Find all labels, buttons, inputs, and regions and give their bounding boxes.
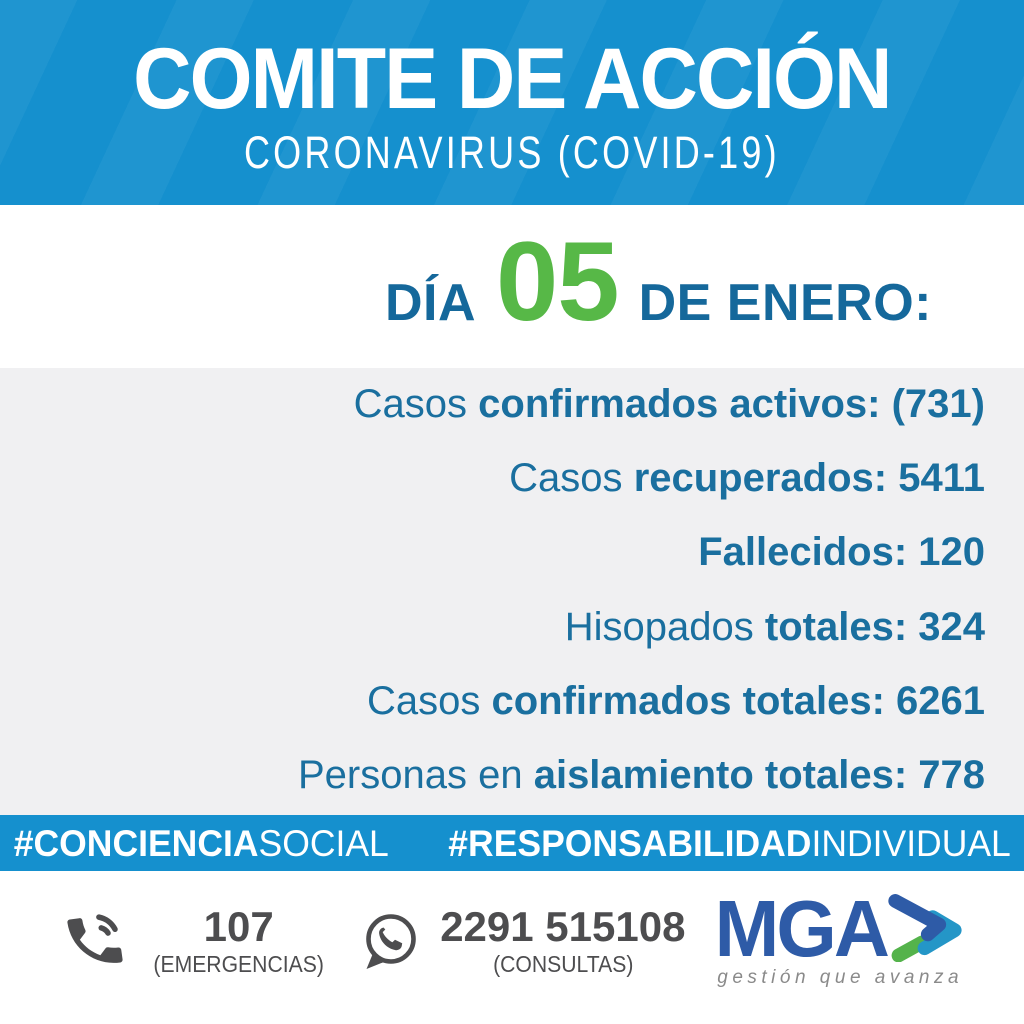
whatsapp-icon bbox=[358, 909, 422, 973]
whatsapp-contact-text bbox=[440, 902, 686, 977]
mga-logo-row bbox=[712, 883, 968, 973]
hashtag-bold: #RESPONSABILIDAD bbox=[448, 822, 812, 864]
page-subtitle: CORONAVIRUS (COVID-19) bbox=[244, 127, 780, 178]
mga-logo bbox=[712, 883, 968, 989]
stat-value: Fallecidos: 120 bbox=[698, 530, 985, 575]
mga-tagline: gestión que avanza bbox=[717, 966, 964, 988]
stat-value: recuperados: 5411 bbox=[633, 456, 985, 501]
hashtag-band-content bbox=[13, 822, 1011, 864]
stat-swabs-total bbox=[0, 604, 985, 649]
header-banner bbox=[0, 0, 1024, 205]
stat-value: totales: 324 bbox=[764, 604, 985, 649]
whatsapp-label: (CONSULTAS) bbox=[492, 950, 633, 977]
date-prefix: DÍA bbox=[384, 274, 476, 332]
hashtag-conciencia-social bbox=[13, 822, 389, 864]
date-section bbox=[0, 205, 1024, 368]
stat-confirmed-total bbox=[0, 678, 985, 723]
hashtag-band bbox=[0, 815, 1024, 871]
date-suffix: DE ENERO: bbox=[638, 274, 932, 332]
page-title: COMITE DE ACCIÓN bbox=[133, 31, 891, 127]
hashtag-bold: #CONCIENCIA bbox=[13, 822, 259, 864]
emergency-number: 107 bbox=[203, 902, 274, 950]
stat-value: aislamiento totales: 778 bbox=[533, 752, 985, 797]
stats-section bbox=[0, 368, 1024, 815]
stat-confirmed-active bbox=[0, 384, 985, 424]
hashtag-light: INDIVIDUAL bbox=[811, 822, 1011, 864]
stat-value: confirmados activos: (731) bbox=[478, 382, 985, 426]
mga-logo-text: MGA bbox=[715, 883, 888, 973]
hashtag-responsabilidad-individual bbox=[448, 822, 1011, 864]
mga-arrow-icon bbox=[886, 892, 968, 962]
emergency-label: (EMERGENCIAS) bbox=[153, 950, 324, 977]
stat-isolation-total bbox=[0, 752, 985, 797]
date-day-number: 05 bbox=[496, 219, 619, 344]
stat-deceased bbox=[0, 530, 985, 575]
stat-label: Hisopados bbox=[564, 604, 754, 649]
date-line bbox=[384, 219, 932, 344]
emergency-contact bbox=[62, 902, 331, 977]
phone-icon bbox=[62, 908, 128, 974]
stat-label: Casos bbox=[509, 456, 623, 501]
whatsapp-contact bbox=[358, 902, 686, 977]
hashtag-light: SOCIAL bbox=[258, 822, 389, 864]
stat-value: confirmados totales: 6261 bbox=[491, 678, 985, 723]
emergency-contact-text bbox=[146, 902, 331, 977]
stat-recovered bbox=[0, 456, 985, 501]
stat-label: Casos bbox=[353, 382, 468, 426]
footer bbox=[0, 871, 1024, 1024]
stat-label: Personas en bbox=[297, 752, 523, 797]
stat-label: Casos bbox=[366, 678, 481, 723]
whatsapp-number: 2291 515108 bbox=[440, 902, 686, 950]
